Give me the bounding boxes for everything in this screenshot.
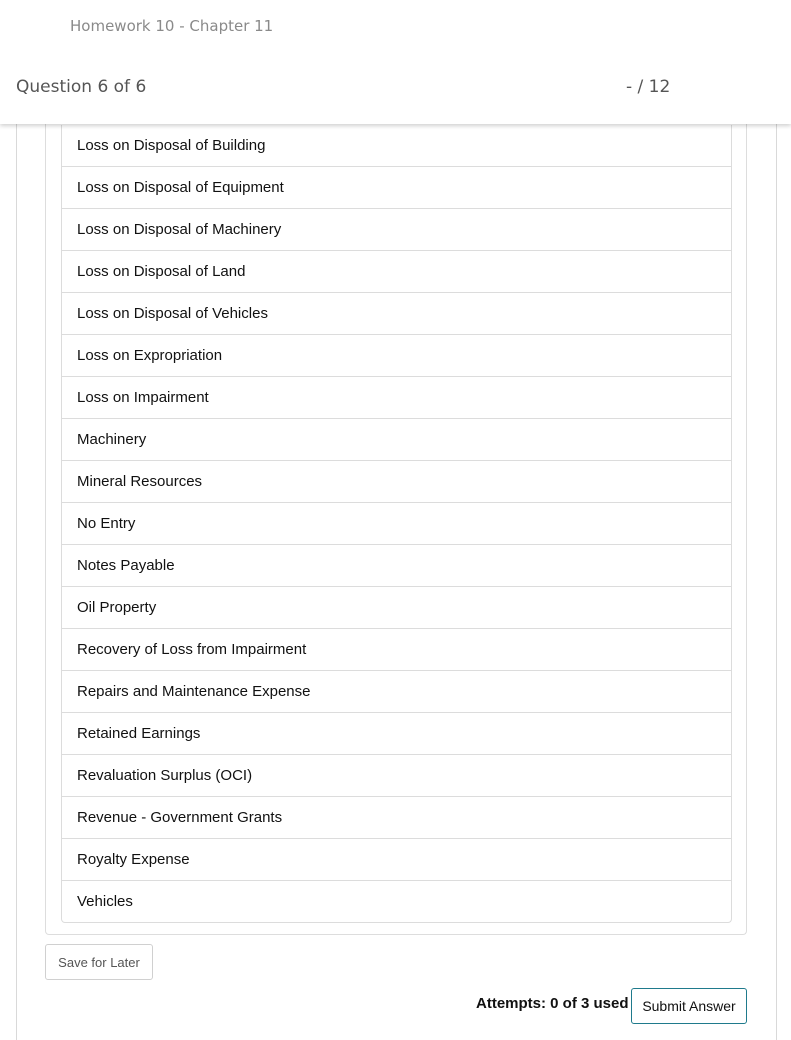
option-no-entry[interactable]: No Entry [62, 502, 731, 544]
option-loss-disposal-machinery[interactable]: Loss on Disposal of Machinery [62, 208, 731, 250]
option-loss-expropriation[interactable]: Loss on Expropriation [62, 334, 731, 376]
option-repairs-maintenance-expense[interactable]: Repairs and Maintenance Expense [62, 670, 731, 712]
option-loss-disposal-land[interactable]: Loss on Disposal of Land [62, 250, 731, 292]
option-machinery[interactable]: Machinery [62, 418, 731, 460]
submit-answer-button[interactable]: Submit Answer [631, 988, 747, 1024]
option-mineral-resources[interactable]: Mineral Resources [62, 460, 731, 502]
option-retained-earnings[interactable]: Retained Earnings [62, 712, 731, 754]
option-recovery-loss-impairment[interactable]: Recovery of Loss from Impairment [62, 628, 731, 670]
assignment-title: Homework 10 - Chapter 11 [70, 17, 274, 35]
attempts-counter: Attempts: 0 of 3 used [476, 995, 629, 1012]
save-for-later-button[interactable]: Save for Later [45, 944, 153, 980]
option-loss-disposal-vehicles[interactable]: Loss on Disposal of Vehicles [62, 292, 731, 334]
option-revenue-government-grants[interactable]: Revenue - Government Grants [62, 796, 731, 838]
option-loss-disposal-building[interactable]: Loss on Disposal of Building [77, 137, 266, 154]
question-score: - / 12 [626, 77, 671, 97]
option-oil-property[interactable]: Oil Property [62, 586, 731, 628]
account-options-list [61, 125, 732, 923]
question-header [0, 0, 791, 124]
option-vehicles[interactable]: Vehicles [62, 880, 731, 922]
option-loss-disposal-equipment[interactable]: Loss on Disposal of Equipment [62, 166, 731, 208]
option-loss-impairment[interactable]: Loss on Impairment [62, 376, 731, 418]
option-royalty-expense[interactable]: Royalty Expense [62, 838, 731, 880]
option-revaluation-surplus[interactable]: Revaluation Surplus (OCI) [62, 754, 731, 796]
question-counter: Question 6 of 6 [16, 77, 147, 97]
option-notes-payable[interactable]: Notes Payable [62, 544, 731, 586]
